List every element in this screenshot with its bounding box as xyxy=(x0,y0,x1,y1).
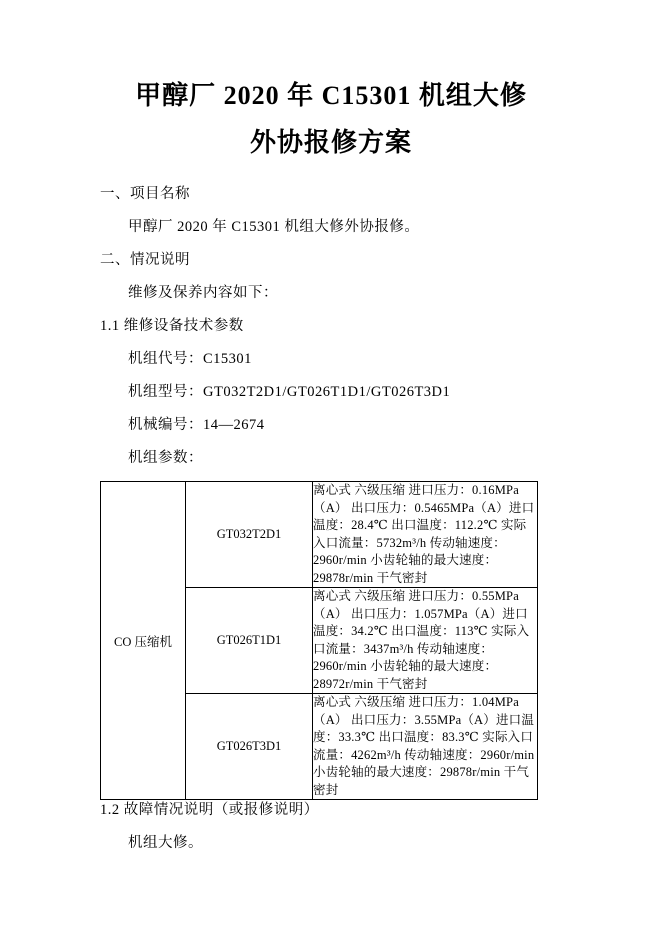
sub1-heading: 1.1 维修设备技术参数 xyxy=(100,318,244,334)
table-desc-cell: 离心式 六级压缩 进口压力：1.04MPa（A） 出口压力：3.55MPa（A）进口温度：33.3℃ 出口温度：83.3℃ 实际入口流量：4262m³/h 传动轴速度：2960r/min 小齿轮轴的最大速度：29878r/min 干气密封 xyxy=(313,694,538,800)
doc-title xyxy=(100,72,562,166)
table-desc-cell: 离心式 六级压缩 进口压力：0.55MPa（A） 出口压力：1.057MPa（A）进口温度：34.2℃ 出口温度：113℃ 实际入口流量：3437m³/h 传动轴速度：2960r/min 小齿轮轴的最大速度：28972r/min 干气密封 xyxy=(313,588,538,694)
section1-text: 甲醇厂 2020 年 C15301 机组大修外协报修。 xyxy=(128,219,420,235)
table-desc-cell: 离心式 六级压缩 进口压力：0.16MPa（A） 出口压力：0.5465MPa（A）进口温度：28.4℃ 出口温度：112.2℃ 实际入口流量：5732m³/h 传动轴速度：2960r/min 小齿轮轴的最大速度：29878r/min 干气密封 xyxy=(313,482,538,588)
table-model-cell: GT026T3D1 xyxy=(186,694,313,800)
table-model-cell: GT026T1D1 xyxy=(186,588,313,694)
sub2-heading: 1.2 故障情况说明（或报修说明） xyxy=(100,802,319,818)
doc-title-line1: 甲醇厂 2020 年 C15301 机组大修 xyxy=(135,81,527,110)
table-model-cell: GT032T2D1 xyxy=(186,482,313,588)
section1-heading: 一、项目名称 xyxy=(100,186,190,202)
section2-text: 维修及保养内容如下： xyxy=(128,285,278,301)
doc-title-line2: 外协报修方案 xyxy=(249,128,412,157)
section2-heading: 二、情况说明 xyxy=(100,252,190,268)
spec-table xyxy=(100,481,538,800)
spec-line-unit-code: 机组代号：C15301 xyxy=(128,351,252,367)
table-group-cell: CO 压缩机 xyxy=(101,482,186,800)
spec-line-unit-model: 机组型号：GT032T2D1/GT026T1D1/GT026T3D1 xyxy=(128,384,451,400)
table-row xyxy=(101,482,538,588)
spec-line-unit-params: 机组参数： xyxy=(128,450,203,466)
sub2-text: 机组大修。 xyxy=(128,835,203,851)
spec-line-machine-number: 机械编号：14—2674 xyxy=(128,417,265,433)
